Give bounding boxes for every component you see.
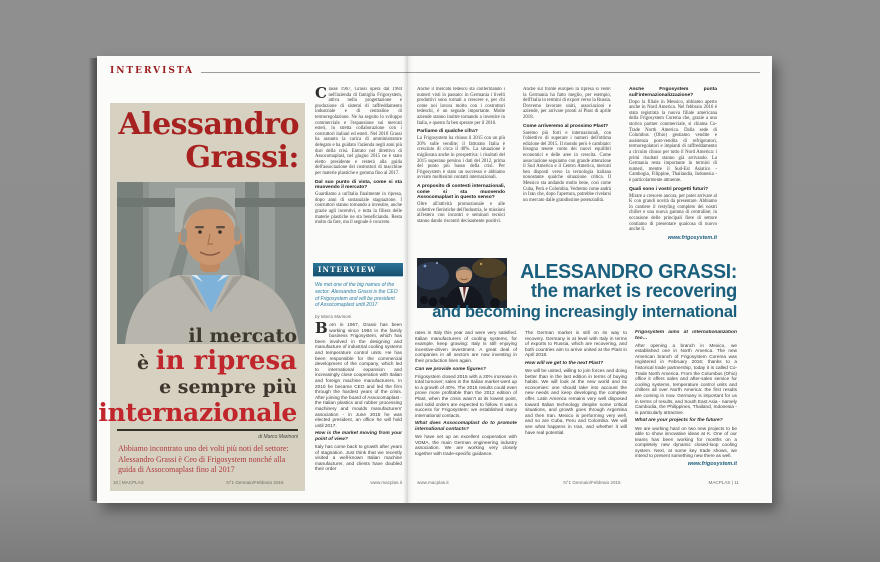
answer-paragraph: We will be united, willing to join forces and doing better than in the last edition in terms of buying habits. We will look at the new world and its economies: one should take into account the new needs and keep developing the complete offer. Latin America remains very well disposed toward Italian technology despite some critical situations, and growth goes through Argentina and then Iran. Mexico is performing very well, and so are Cuba, Peru and Colombia. We will see what happens in Iran, and whether it will have real potential. [525,368,627,435]
interview-section-bar: INTERVIEW [313,263,403,277]
italian-byline: di Marco Marinoni [258,434,298,440]
english-column-2 [415,330,517,472]
deck-line-3: e sempre più [159,376,297,398]
italian-column-2 [417,87,505,257]
page-title [118,108,299,174]
question-heading: Can we provide some figures? [415,366,486,372]
english-title-line-1: ALESSANDRO GRASSI: [520,261,737,283]
answer-paragraph: Frigosystem closed 2015 with a 20% increase in total turnover; sales in the Italian market went up to a growth of 40%. The 2015 results could even prove more profitable than the 2012 edition of Plast, when the crisis wasn't at its lowest point, and solid orders are expected to follow. It was a success for Frigosystem: we established many international contacts. [415,373,517,418]
dropcap-b: B [315,322,328,337]
english-column-1 [315,322,402,472]
answer-paragraph: After opening a branch in Mexico, we established one in North America. The new American branch of Frigosystem Corema was registered in February 2016; thanks to a historical trade partnership, today it is called Co-Trade North America. From the Columbus (Ohio) office it offers sales and after-sales service for cooling systems, temperature control units and chillers all over North America: the first results are coming in now. Germany is important for us in terms of results, and South East Asia - namely Cambodia, the Philippines, Thailand, Indonesia - is particularly attractive. [635,342,737,415]
question-heading: A proposito di contesti internazionali, come si sta muovendo Assocomaplast in questo senso? [417,184,505,201]
dropcap-c: C [315,87,327,102]
deck-headline [98,325,297,428]
deck-line-2-red: in ripresa [155,346,297,376]
italian-column-1 [315,87,402,259]
right-page-issue: N°1 Gennaio/Febbraio 2016 [563,480,621,485]
question-heading: Come arriveremo al prossimo Plast? [523,123,609,129]
italian-paragraph: lasse 1967, Grassi opera dal 1984 nell'azienda di famiglia Frigosystem, attiva nella progettazione e produzione di sistemi di raffreddamento industriale e di centraline di termoregolazione. Ne ha seguito lo sviluppo commerciale e l'espansione sui mercati esteri, in stretta collaborazione con i costruttori italiani ed esteri. Nel 2010 Grassi ha assunto la carica di amministratore delegato e ha guidato l'azienda negli anni più duri della crisi. Entrato nel direttivo di Assocomaplast, nel giugno 2015 ne è stato eletto presidente e resterà alla guida dell'associazione dei costruttori di macchine per materie plastiche e gomma fino al 2017. [315,87,402,176]
standfirst: Abbiamo incontrato uno dei volti più noti del settore: Alessandro Grassi è Ceo di Frigosystem nonché alla guida di Assocomaplast fino al 2017 [118,444,289,474]
byline-rule [117,429,298,431]
english-paragraph: rates in Italy this year and were very satisfied. Italian manufacturers of cooling systems, for example, keep growing: Italy is still enjoying incentive-driven investment. A great deal of companies in all sectors are now investing in their production lines again. [415,330,517,363]
question-heading: How is the market moving from your point of view? [315,431,402,442]
english-article-title [425,262,737,321]
question-heading: How will we get to the next Plast? [525,360,604,366]
frigosystem-website-link[interactable]: www.frigosystem.it [687,461,737,468]
english-title-line-3: and becoming increasingly international [432,302,737,321]
question-heading: Quali sono i vostri progetti futuri? [629,186,709,192]
english-paragraph: The German market is still on its way to recovery. Germany is at level with Italy in terms of exports to Russia, which are recovering, and both countries aim to arrive united at the Plast in April 2018. [525,330,627,358]
answer-paragraph: Guardiamo a un'Italia finalmente in ripresa, dopo anni di sostanziale stagnazione. I costruttori stanno tornando a investire, anche grazie agli incentivi, e tutta la filiera delle materie plastiche ne sta beneficiando. Resta molto da fare, ma il segnale è concreto. [315,192,402,226]
question-heading: Frigosystem aims at internationalization too… [635,330,737,341]
answer-paragraph: Italy has come back to growth after years of stagnation. Just think that we recently visited a well-known Italian machine manufacturer, and clients have doubled their order [315,443,402,472]
answer-paragraph: Dopo la filiale in Messico, abbiamo aperto anche in Nord America. Nel febbraio 2016 è stata registrata la nuova filiale americana della Frigosystem Corema che, grazie a uno storico partner commerciale, si chiama Co-Trade North America. Dalla sede di Columbus (Ohio) gestiamo vendite e assistenza post-vendita di refrigeratori, termoregolatori e impianti di raffreddamento a circuito chiuso per tutto il Nord America: i primi risultati stanno già arrivando. La Germania resta importante in termini di numeri, mentre il Sud-Est Asiatico - Cambogia, Filippine, Thailandia, Indonesia - è particolarmente attraente. [629,99,717,183]
frigosystem-website-link[interactable]: www.frigosystem.it [667,234,717,241]
english-paragraph: orn in 1967, Grassi has been working since 1984 in the family business Frigosystem, which has been involved in the designing and manufacture of industrial cooling systems and temperature control units. He has been responsible for the commercial development of the company, which led to international expansion and increasingly close cooperation with Italian and foreign machine manufacturers. In 2010 he became CEO and led the firm through the hardest years of the crisis. After joining the board of Assocomaplast - the Italian plastics and rubber processing machinery and moulds manufacturers' association - in June 2015 he was elected president, an office he will hold until 2017. [315,322,402,428]
header-rule [201,72,760,73]
section-header [110,66,760,76]
question-heading: What does Assocomaplast do to promote international contacts? [415,421,517,432]
left-page-number: 10 | MACPLAS [113,480,144,485]
right-page-footer-url: www.macplas.it [417,480,449,485]
italian-paragraph: Anche il mercato tedesco sta confermando i numeri visti in passato: in Germania i livelli produttivi sono tornati a crescere e, per chi come noi lavora molto con i costruttori tedeschi, è un segnale importante. Molte aziende stanno inoltre tornando a investire in Italia, e questo fa ben sperare per il 2016. [417,87,505,126]
answer-paragraph: We have set up an excellent cooperation with VDMA, the main German engineering industry association. We are working very closely together with trade-specific guidance. [415,434,517,456]
english-title-line-2: the market is recovering [530,281,737,302]
deck-line-4: internazionale [98,398,297,427]
title-line-1: Alessandro [118,107,299,142]
question-heading: Parliamo di qualche cifra? [417,129,478,135]
answer-paragraph: Saremo più forti e internazionali, con l'obiettivo di superare i numeri dell'ottima edizione del 2015. Il mondo però è cambiato: bisogna tenere conto dei nuovi equilibri economici e delle aree in crescita. Come associazione seguiamo con grande attenzione il Sud America e il Centro America, mercati ben disposti verso la tecnologia italiana nonostante qualche situazione critica. Il Messico sta andando molto bene, così come Cuba, Perù e Colombia. Vedremo come andrà in Iran che, dopo l'apertura, potrebbe rivelarsi un mercato dalle grandissime potenzialità. [523,130,611,203]
interview-intro: We met one of the big names of the sector: Alessandro Grassi is the CEO of Frigosystem and will be president of Assocomaplast until 2017 [315,282,398,309]
question-heading: Dal suo punto di vista, come si sta muovendo il mercato? [315,179,402,191]
title-panel [98,103,305,491]
page-stack-edge [89,58,97,501]
deck-line-1: il mercato [188,325,297,347]
right-page-number: MACPLAS | 11 [708,480,739,485]
english-column-4 [635,330,737,472]
deck-line-2-dark: è [136,352,150,374]
answer-paragraph: La Frigosystem ha chiuso il 2015 con un più 20% sulle vendite; il fatturato Italia è cresciuto di circa il 40%. La situazione è migliorata anche in prospettiva: i risultati del 2015 superano persino i dati del 2012, prima del punto più basso della crisi. Per Frigosystem è stato un successo e abbiamo avviato moltissimi contatti internazionali. [417,136,505,181]
title-line-2: Grassi: [185,140,299,175]
section-label: INTERVISTA [110,66,195,76]
english-byline: by Marco Marinoni [315,314,352,319]
magazine-spread [97,56,772,503]
left-page-footer-url: www.macplas.it [370,480,402,485]
answer-paragraph: Oltre all'attività promozionale e alle collettive fieristiche dell'industria, le missioni all'estero con incontri e seminari tecnici stanno dando riscontri decisamente positivi. [417,202,505,225]
left-page-issue: N°1 Gennaio/Febbraio 2016 [226,480,284,485]
italian-column-3 [523,87,611,257]
center-fold [403,56,413,503]
italian-paragraph: Anche sul fronte europeo la ripresa si vede: la Germania ha fatto meglio, per esempio, dell'Italia in termini di export verso la Russia. Dovremo lavorare uniti, associazioni e aziende, per arrivare pronti al Plast di aprile 2018. [523,87,611,120]
question-heading: Anche Frigosystem punta sull'internazionalizzazione? [629,87,717,98]
italian-column-4 [629,87,717,257]
answer-paragraph: Mirare a crescere ancora, per poter arrivare al K con grandi novità da presentare. Abbiamo in cantiere il restyling completo dei nostri chiller e una nuova gamma di centraline; in occasione delle principali fiere di settore contiamo di presentare qualcosa di nuovo anche lì. [629,193,717,233]
english-column-3 [525,330,627,472]
alessandro-grassi-portrait-photo [117,182,305,344]
answer-paragraph: We are working hard on two new projects to be able to show innovative ideas at K. One of our teams has been working for months on a completely new dynamic closed-loop cooling system. Next, at some key trade shows, we intend to present something new there as well. [635,425,737,459]
question-heading: What are your projects for the future? [635,418,723,424]
